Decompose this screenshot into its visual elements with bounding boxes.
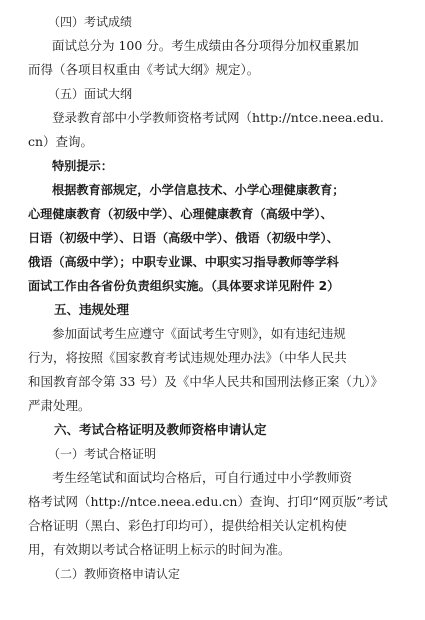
subheading-pass-certificate: （一）考试合格证明 bbox=[48, 447, 157, 461]
paragraph-line: 面试总分为 100 分。考生成绩由各分项得分加权重累加 bbox=[52, 38, 359, 53]
paragraph-line: 登录教育部中小学教师资格考试网（http://ntce.neea.edu. bbox=[52, 110, 384, 125]
paragraph-line: 严肃处理。 bbox=[28, 398, 91, 413]
paragraph-line: 合格证明（黑白、彩色打印均可），提供给相关认定机构使 bbox=[28, 518, 347, 533]
paragraph-line: 格考试网（http://ntce.neea.edu.cn）查询、打印“网页版”考试 bbox=[28, 494, 388, 509]
paragraph-line: 用，有效期以考试合格证明上标示的时间为准。 bbox=[28, 542, 291, 557]
paragraph-line: 行为，将按照《国家教育考试违规处理办法》（中华人民共 bbox=[28, 350, 347, 365]
special-notice-label: 特别提示： bbox=[52, 159, 113, 173]
notice-line: 日语（初级中学）、日语（高级中学）、俄语（初级中学）、 bbox=[28, 231, 339, 245]
subheading-exam-score: （四）考试成绩 bbox=[48, 15, 133, 29]
paragraph-line: 而得（各项目权重由《考试大纲》规定）。 bbox=[28, 62, 260, 77]
notice-line: 面试工作由各省份负责组织实施。（具体要求详见附件 2） bbox=[28, 279, 340, 293]
section-heading-violations: 五、违规处理 bbox=[54, 302, 130, 317]
notice-line: 根据教育部规定，小学信息技术、小学心理健康教育； bbox=[52, 183, 345, 197]
subheading-qualification-application: （二）教师资格申请认定 bbox=[48, 567, 181, 581]
paragraph-line: 考生经笔试和面试均合格后，可自行通过中小学教师资 bbox=[52, 470, 353, 485]
notice-line: 心理健康教育（初级中学）、心理健康教育（高级中学）、 bbox=[28, 207, 333, 221]
notice-line: 俄语（高级中学）；中职专业课、中职实习指导教师等学科 bbox=[28, 255, 339, 269]
section-heading-certification: 六、考试合格证明及教师资格申请认定 bbox=[54, 422, 267, 437]
paragraph-line: cn）查询。 bbox=[28, 134, 94, 149]
paragraph-line: 参加面试考生应遵守《面试考生守则》，如有违纪违规 bbox=[52, 326, 346, 341]
paragraph-line: 和国教育部令第 33 号）及《中华人民共和国刑法修正案（九）》 bbox=[28, 374, 384, 389]
subheading-interview-outline: （五）面试大纲 bbox=[48, 87, 133, 101]
